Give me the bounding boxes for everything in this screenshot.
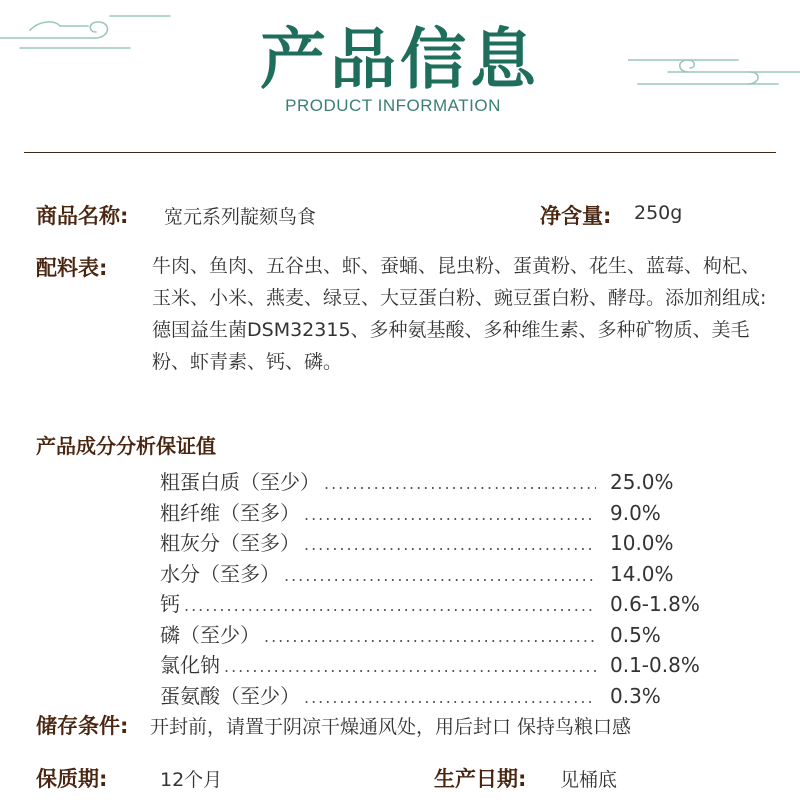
analysis-row-name: 氯化钠: [160, 653, 220, 677]
analysis-row-name: 粗纤维（至多）: [160, 500, 300, 525]
analysis-row-value: 0.1-0.8%: [610, 653, 700, 677]
analysis-row-value: 14.0%: [610, 561, 674, 586]
analysis-row-name: 水分（至多）: [160, 561, 280, 586]
page-title: 产品信息: [260, 20, 540, 98]
dot-leader: [284, 566, 596, 585]
analysis-row-name: 磷（至少）: [160, 622, 260, 647]
dot-leader: [184, 596, 596, 615]
page-subtitle: PRODUCT INFORMATION: [285, 96, 501, 115]
dot-leader: [304, 688, 596, 707]
analysis-row-value: 25.0%: [610, 470, 674, 494]
production-date-value: 见桶底: [560, 769, 618, 791]
analysis-row-value: 10.0%: [610, 531, 674, 555]
analysis-row: [160, 558, 720, 589]
analysis-row: [160, 619, 720, 650]
analysis-row-value: 0.3%: [610, 683, 661, 708]
dot-leader: [304, 505, 596, 524]
production-date-label: 生产日期:: [434, 767, 527, 791]
analysis-row: [160, 527, 720, 558]
storage-label: 储存条件:: [36, 714, 129, 738]
product-name-label: 商品名称:: [36, 204, 129, 228]
analysis-row-name: 钙: [160, 592, 180, 616]
analysis-table: [160, 466, 720, 710]
storage-value: 开封前，请置于阴凉干燥通风处，用后封口 保持鸟粮口感: [150, 716, 632, 738]
analysis-row: [160, 466, 720, 497]
ingredients-text: 牛肉、鱼肉、五谷虫、虾、蚕蛹、昆虫粉、蛋黄粉、花生、蓝莓、枸杞、玉米、小米、燕麦、绿豆、大豆蛋白粉、豌豆蛋白粉、酵母。添加剂组成:德国益生菌DSM32315、多种氨基酸、多种维生素、多种矿物质、美毛粉、虾青素、钙、磷。: [152, 255, 767, 373]
analysis-row: [160, 649, 720, 680]
analysis-row: [160, 497, 720, 528]
header-divider: [24, 152, 776, 153]
dot-leader: [224, 657, 596, 676]
analysis-heading: 产品成分分析保证值: [36, 434, 216, 458]
dot-leader: [324, 474, 596, 493]
shelf-life-label: 保质期:: [36, 767, 108, 791]
analysis-row-value: 9.0%: [610, 500, 661, 525]
analysis-row-name: 粗蛋白质（至少）: [160, 470, 320, 494]
shelf-life-value: 12个月: [160, 769, 223, 791]
product-name-value: 宽元系列靛颏鸟食: [164, 206, 317, 228]
analysis-row-value: 0.6-1.8%: [610, 592, 700, 616]
net-content-value: 250g: [634, 202, 683, 224]
dot-leader: [304, 535, 596, 554]
dot-leader: [264, 627, 596, 646]
analysis-row-value: 0.5%: [610, 622, 661, 647]
analysis-row: [160, 680, 720, 711]
ingredients-label: 配料表:: [36, 256, 108, 280]
analysis-row-name: 蛋氨酸（至少）: [160, 683, 300, 708]
net-content-label: 净含量:: [540, 204, 612, 228]
analysis-row-name: 粗灰分（至多）: [160, 531, 300, 555]
analysis-row: [160, 588, 720, 619]
